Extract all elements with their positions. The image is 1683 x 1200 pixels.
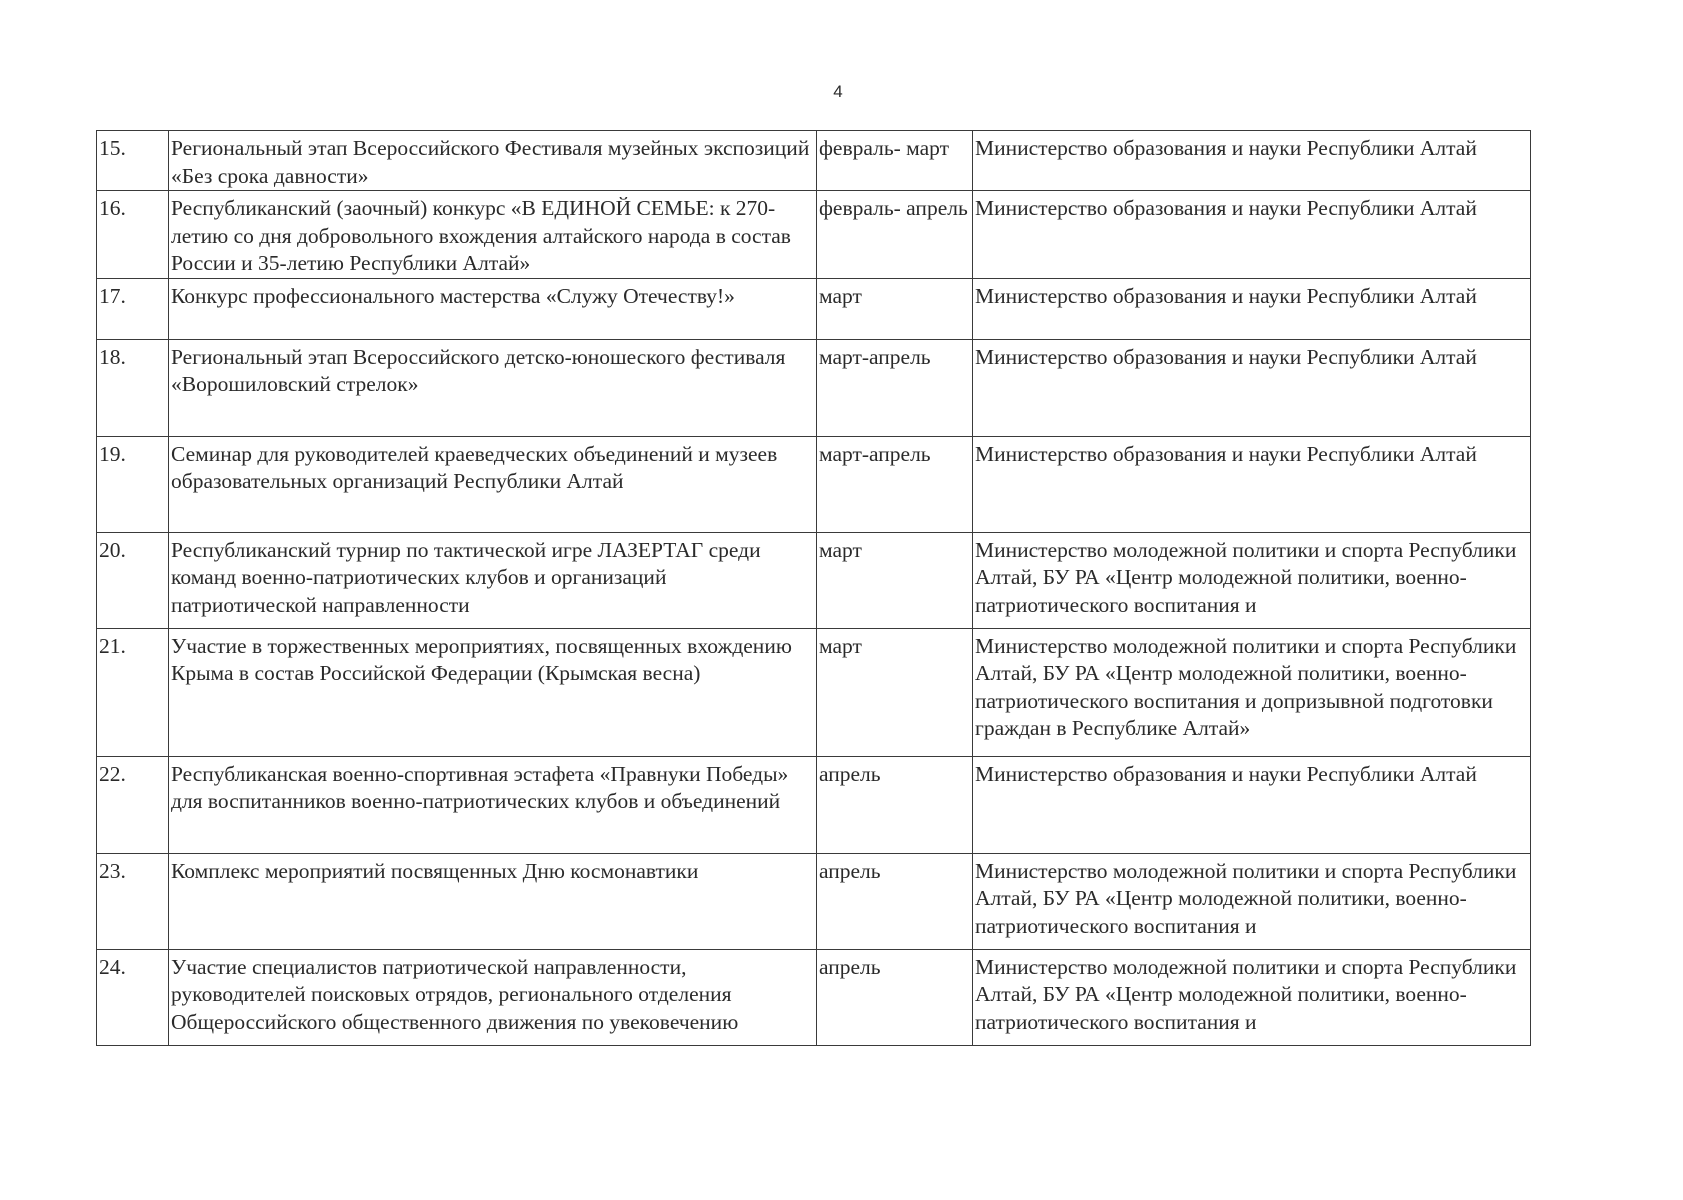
- table-row: [97, 628, 1531, 756]
- event-title: Региональный этап Всероссийского детско-юношеского фестиваля «Ворошиловский стрелок»: [169, 339, 817, 436]
- table-row: [97, 756, 1531, 853]
- event-organizer: Министерство образования и науки Республики Алтай: [973, 339, 1531, 436]
- table-row: [97, 191, 1531, 279]
- table-row: [97, 532, 1531, 628]
- event-organizer: Министерство образования и науки Республики Алтай: [973, 278, 1531, 339]
- event-title: Региональный этап Всероссийского Фестиваля музейных экспозиций «Без срока давности»: [169, 131, 817, 191]
- row-number: 15.: [97, 131, 169, 191]
- event-date: апрель: [817, 756, 973, 853]
- event-date: февраль- апрель: [817, 191, 973, 279]
- table-row: [97, 131, 1531, 191]
- event-date: апрель: [817, 949, 973, 1045]
- row-number: 17.: [97, 278, 169, 339]
- event-date: март: [817, 532, 973, 628]
- event-organizer: Министерство молодежной политики и спорта Республики Алтай, БУ РА «Центр молодежной политики, военно-патриотического воспитания и: [973, 949, 1531, 1045]
- event-organizer: Министерство молодежной политики и спорта Республики Алтай, БУ РА «Центр молодежной политики, военно-патриотического воспитания и: [973, 853, 1531, 949]
- event-date: март: [817, 278, 973, 339]
- row-number: 23.: [97, 853, 169, 949]
- row-number: 21.: [97, 628, 169, 756]
- row-number: 20.: [97, 532, 169, 628]
- event-organizer: Министерство молодежной политики и спорта Республики Алтай, БУ РА «Центр молодежной политики, военно-патриотического воспитания и: [973, 532, 1531, 628]
- row-number: 24.: [97, 949, 169, 1045]
- table-row: [97, 853, 1531, 949]
- event-title: Семинар для руководителей краеведческих объединений и музеев образовательных организаций Республики Алтай: [169, 436, 817, 532]
- event-organizer: Министерство образования и науки Республики Алтай: [973, 756, 1531, 853]
- table-row: [97, 436, 1531, 532]
- event-title: Участие в торжественных мероприятиях, посвященных вхождению Крыма в состав Российской Федерации (Крымская весна): [169, 628, 817, 756]
- table-row: [97, 949, 1531, 1045]
- row-number: 19.: [97, 436, 169, 532]
- event-date: март: [817, 628, 973, 756]
- events-table: [96, 130, 1531, 1046]
- table-row: [97, 278, 1531, 339]
- event-organizer: Министерство образования и науки Республики Алтай: [973, 191, 1531, 279]
- row-number: 22.: [97, 756, 169, 853]
- event-date: март-апрель: [817, 436, 973, 532]
- row-number: 16.: [97, 191, 169, 279]
- event-date: февраль- март: [817, 131, 973, 191]
- event-title: Республиканская военно-спортивная эстафета «Правнуки Победы» для воспитанников военно-патриотических клубов и объединений: [169, 756, 817, 853]
- event-organizer: Министерство молодежной политики и спорта Республики Алтай, БУ РА «Центр молодежной политики, военно-патриотического воспитания и допризывной подготовки граждан в Республике Алтай»: [973, 628, 1531, 756]
- event-organizer: Министерство образования и науки Республики Алтай: [973, 436, 1531, 532]
- table-row: [97, 339, 1531, 436]
- event-title: Республиканский турнир по тактической игре ЛАЗЕРТАГ среди команд военно-патриотических клубов и организаций патриотической направленности: [169, 532, 817, 628]
- event-date: март-апрель: [817, 339, 973, 436]
- event-organizer: Министерство образования и науки Республики Алтай: [973, 131, 1531, 191]
- event-title: Республиканский (заочный) конкурс «В ЕДИНОЙ СЕМЬЕ: к 270-летию со дня добровольного вхождения алтайского народа в состав России и 35-летию Республики Алтай»: [169, 191, 817, 279]
- event-date: апрель: [817, 853, 973, 949]
- page-number: 4: [833, 82, 843, 101]
- event-title: Комплекс мероприятий посвященных Дню космонавтики: [169, 853, 817, 949]
- event-title: Конкурс профессионального мастерства «Служу Отечеству!»: [169, 278, 817, 339]
- event-title: Участие специалистов патриотической направленности, руководителей поисковых отрядов, регионального отделения Общероссийского общественного движения по увековечению: [169, 949, 817, 1045]
- row-number: 18.: [97, 339, 169, 436]
